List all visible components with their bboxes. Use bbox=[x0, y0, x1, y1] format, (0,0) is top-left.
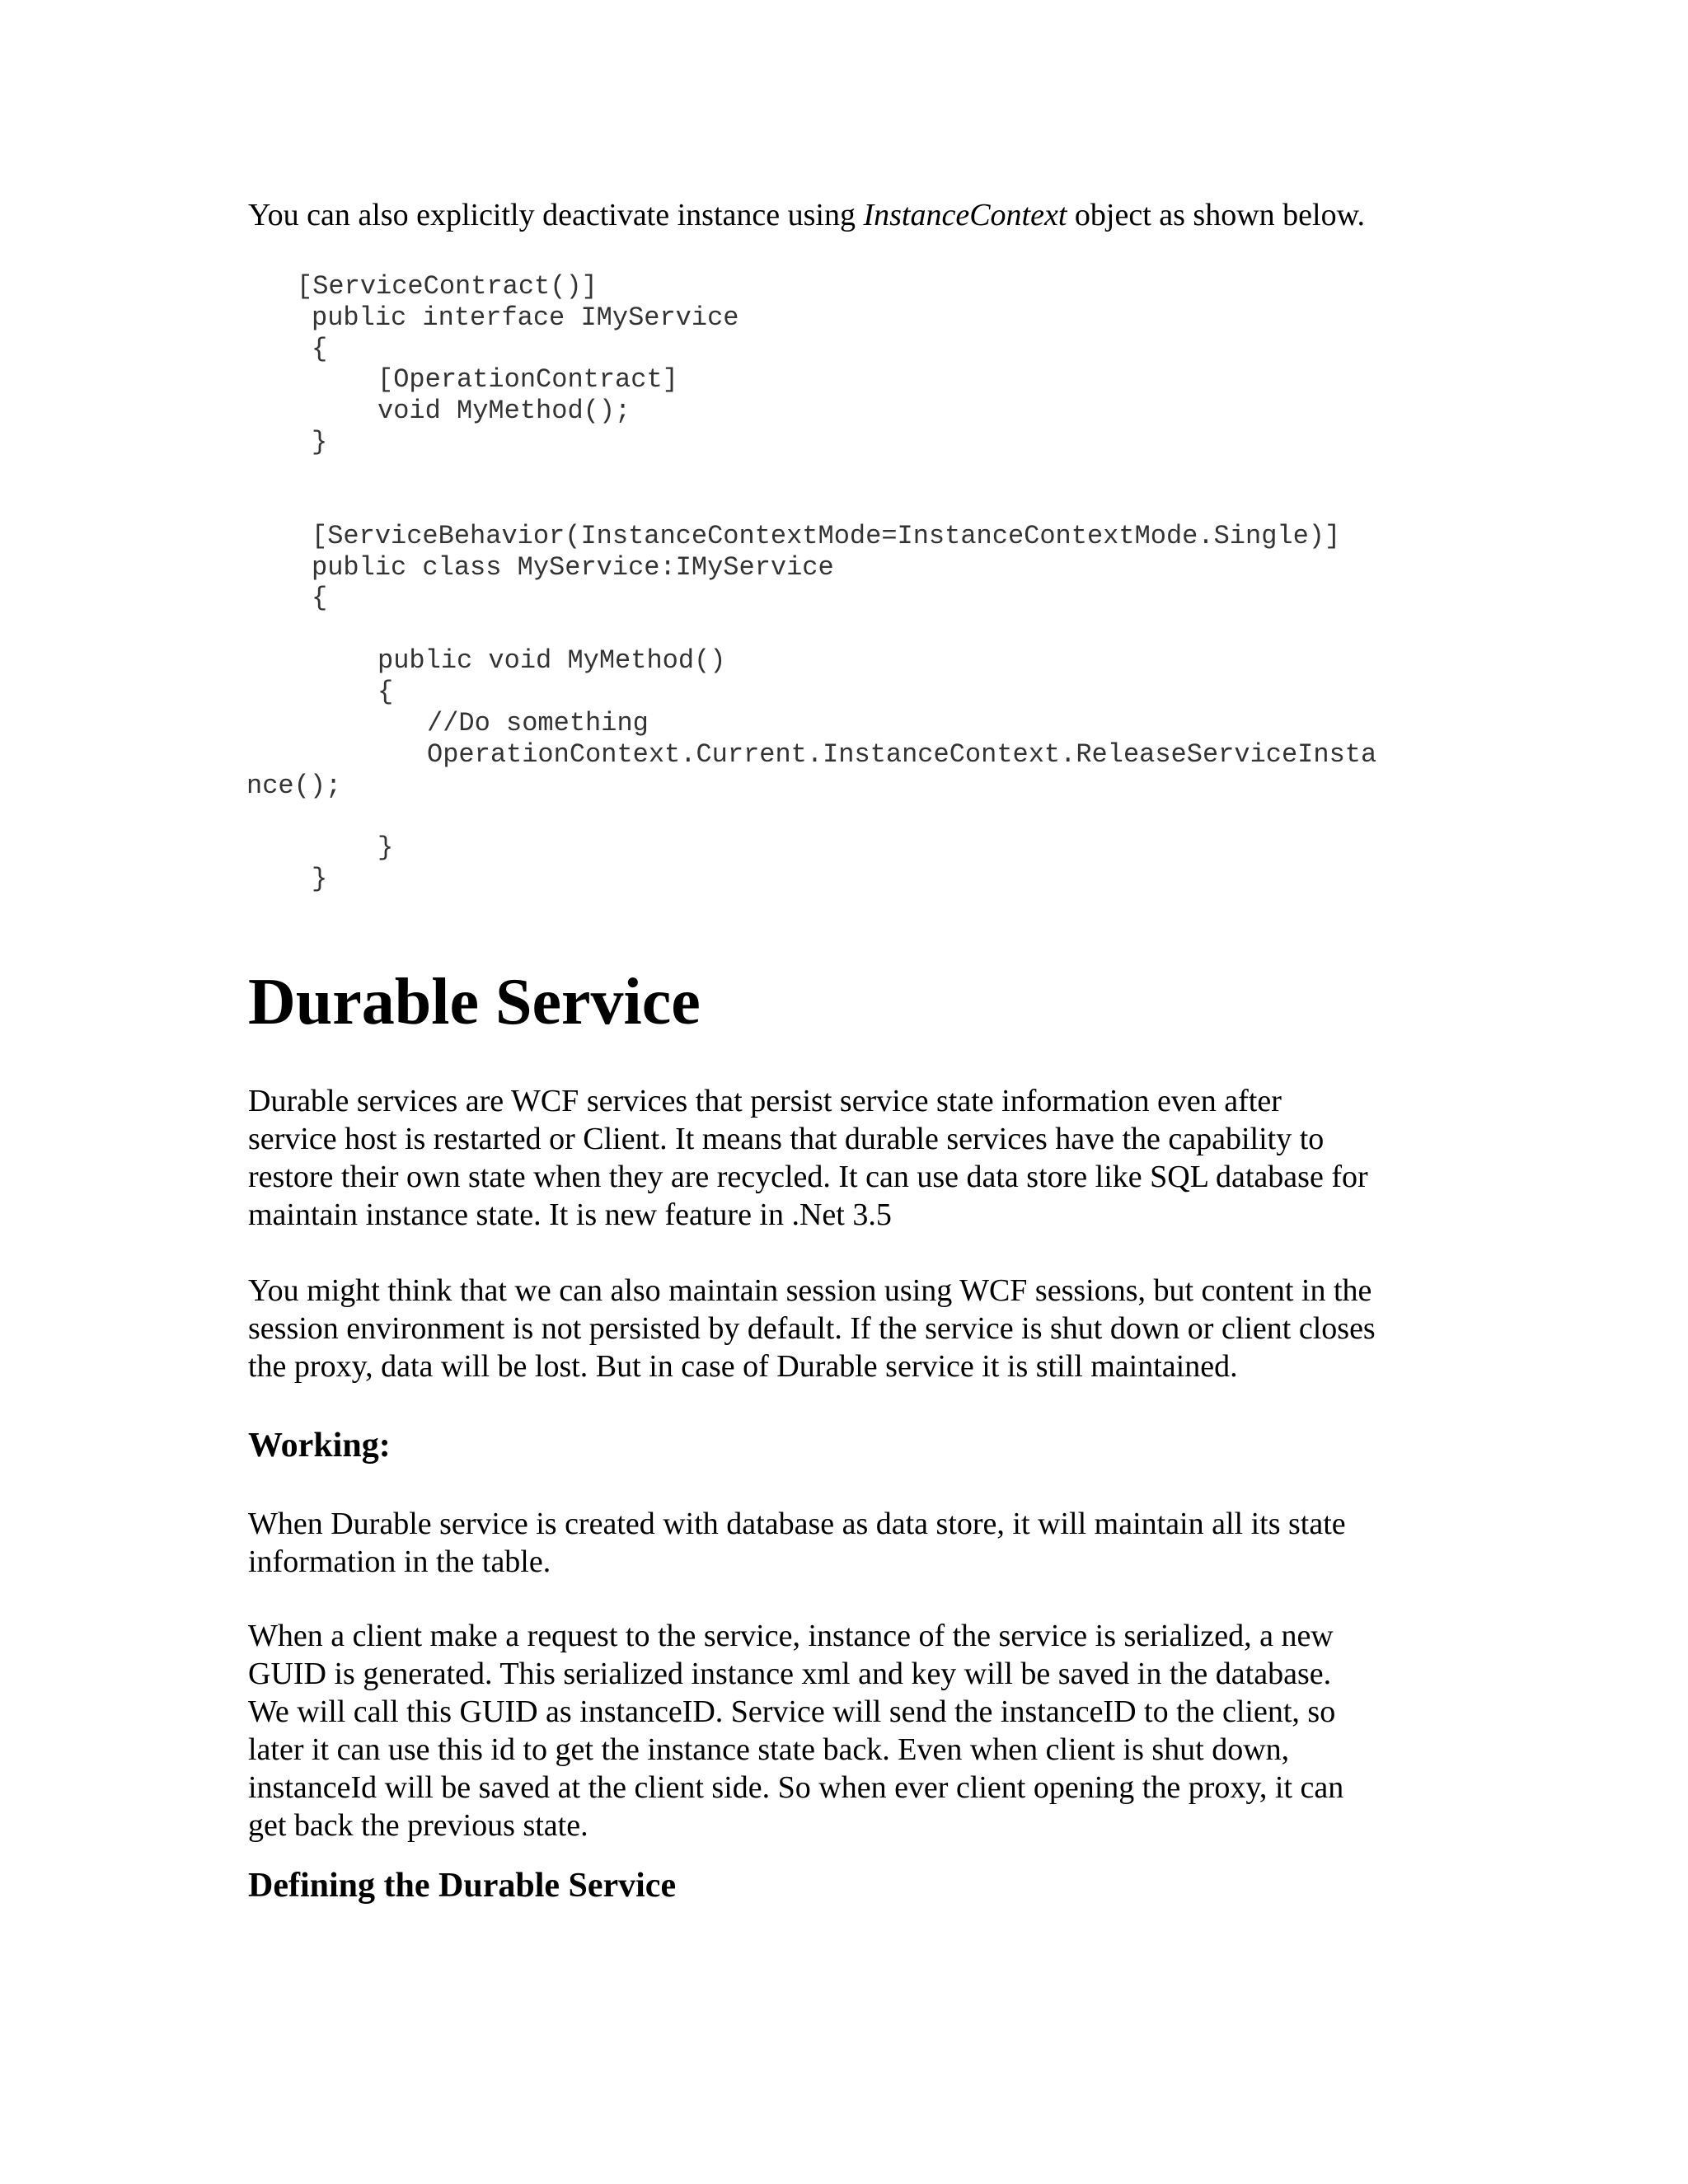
paragraph-durable-definition bbox=[248, 1082, 1484, 1234]
text-line: later it can use this id to get the instance state back. Even when client is shut down, bbox=[248, 1732, 1290, 1767]
code-line: [ServiceBehavior(InstanceContextMode=InstanceContextMode.Single)] bbox=[312, 521, 1341, 551]
code-line: { bbox=[312, 334, 328, 364]
paragraph-client-request bbox=[248, 1617, 1484, 1844]
code-line: [OperationContract] bbox=[377, 364, 678, 395]
paragraph-sessions bbox=[248, 1272, 1484, 1385]
code-line: nce(); bbox=[246, 771, 342, 801]
text-line: get back the previous state. bbox=[248, 1808, 588, 1843]
text-line: Durable services are WCF services that persist service state information even after bbox=[248, 1084, 1282, 1118]
text-line: maintain instance state. It is new feature in .Net 3.5 bbox=[248, 1197, 892, 1232]
code-line: void MyMethod(); bbox=[377, 396, 631, 426]
section-heading: Durable Service bbox=[248, 966, 701, 1038]
code-line: public interface IMyService bbox=[312, 302, 739, 333]
intro-text-end: object as shown below. bbox=[1067, 198, 1366, 232]
subheading-working: Working: bbox=[248, 1427, 391, 1465]
code-line: OperationContext.Current.InstanceContext.ReleaseServiceInsta bbox=[427, 739, 1377, 770]
code-line: [ServiceContract()] bbox=[297, 271, 598, 302]
text-line: When a client make a request to the service, instance of the service is serialized, a new bbox=[248, 1619, 1334, 1653]
text-line: session environment is not persisted by default. If the service is shut down or client closes bbox=[248, 1311, 1376, 1346]
intro-emphasis: InstanceContext bbox=[863, 198, 1067, 232]
code-line: } bbox=[312, 864, 328, 894]
intro-text: You can also explicitly deactivate instance using bbox=[248, 198, 864, 232]
code-line: } bbox=[312, 427, 328, 457]
code-line: } bbox=[377, 832, 394, 863]
paragraph-working bbox=[248, 1505, 1484, 1581]
text-line: You might think that we can also maintain session using WCF sessions, but content in the bbox=[248, 1273, 1372, 1308]
text-line: GUID is generated. This serialized instance xml and key will be saved in the database. bbox=[248, 1657, 1332, 1691]
text-line: information in the table. bbox=[248, 1544, 551, 1579]
text-line: When Durable service is created with database as data store, it will maintain all its state bbox=[248, 1507, 1346, 1541]
code-line: { bbox=[312, 583, 328, 613]
text-line: service host is restarted or Client. It means that durable services have the capability to bbox=[248, 1122, 1325, 1156]
code-line: public class MyService:IMyService bbox=[312, 552, 834, 583]
text-line: restore their own state when they are recycled. It can use data store like SQL database for bbox=[248, 1160, 1368, 1194]
code-line: { bbox=[377, 677, 394, 707]
code-block bbox=[0, 0, 1688, 907]
subheading-defining: Defining the Durable Service bbox=[248, 1867, 677, 1905]
text-line: instanceId will be saved at the client side. So when ever client opening the proxy, it can bbox=[248, 1770, 1344, 1805]
code-line: public void MyMethod() bbox=[377, 645, 726, 676]
code-line: //Do something bbox=[427, 708, 649, 738]
text-line: the proxy, data will be lost. But in case of Durable service it is still maintained. bbox=[248, 1349, 1238, 1384]
text-line: We will call this GUID as instanceID. Service will send the instanceID to the client, so bbox=[248, 1694, 1336, 1729]
